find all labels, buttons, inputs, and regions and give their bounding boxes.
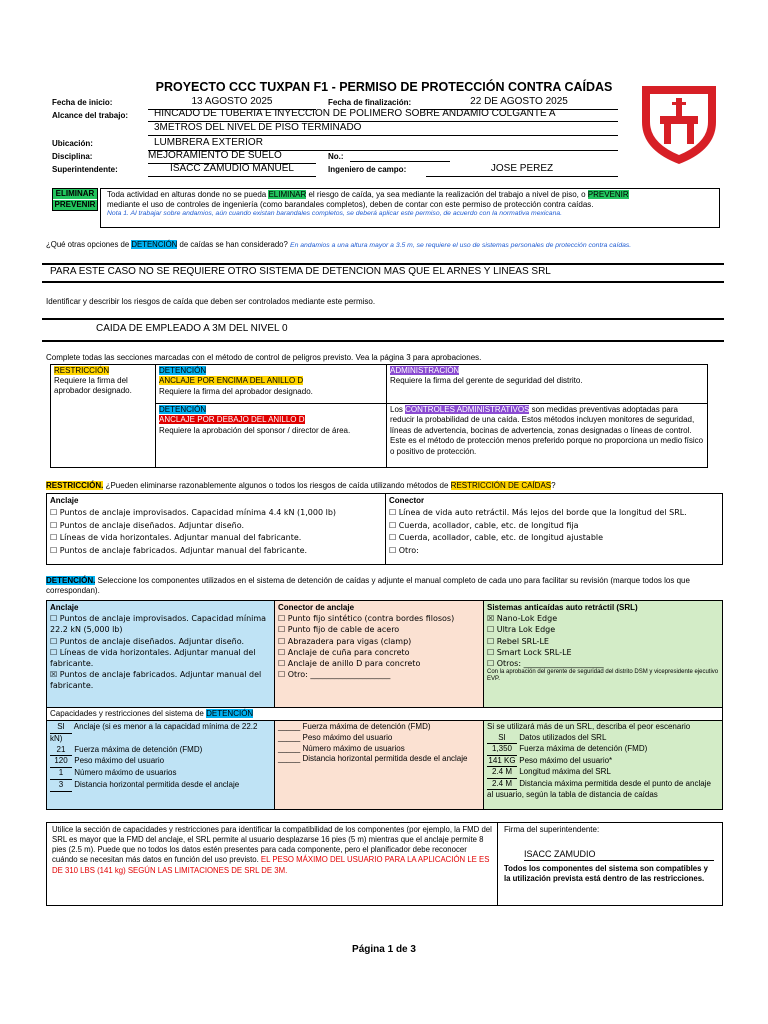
intro-note: Nota 1. Al trabajar sobre andamios, aún cuando existan barandales completos, se deberá aplicar este permiso, de acuerdo con la normativa mexicana. — [107, 210, 563, 217]
adm-text: Requiere la firma del gerente de seguridad del distrito. — [390, 376, 583, 386]
checkbox-option[interactable]: ☐ Puntos de anclaje improvisados. Capacidad mínima 22.2 kN (5,000 lb) — [50, 614, 267, 635]
cap-value[interactable]: 21 — [50, 745, 72, 757]
capacidades-col1 — [46, 720, 275, 810]
detencion-above-cell — [155, 364, 387, 404]
detencion-conector-title: Conector de anclaje — [278, 603, 355, 612]
prevenir-badge: PREVENIR — [54, 200, 96, 209]
restriccion-q-a: ¿Pueden eliminarse razonablemente algunos o todos los riesgos de caída utilizando métodos de — [103, 481, 451, 490]
firma-cell — [497, 822, 723, 906]
cap-value[interactable]: 2.4 M — [487, 767, 517, 779]
checkbox-option[interactable]: ☐ Líneas de vida horizontales. Adjuntar manual del fabricante. — [50, 533, 302, 543]
restriccion-title: RESTRICCIÓN — [54, 366, 110, 375]
restriccion-text: Requiere la firma del aprobador designado. — [54, 376, 132, 396]
company-logo — [638, 80, 720, 166]
checkbox-option[interactable]: ☐ Puntos de anclaje fabricados. Adjuntar manual del fabricante. — [50, 545, 308, 555]
eliminar-badge: ELIMINAR — [53, 189, 97, 199]
checkbox-option[interactable]: ☐ Punto fijo de cable de acero — [278, 625, 400, 635]
capacidades-col2 — [274, 720, 484, 810]
det2-sub: ANCLAJE POR DEBAJO DEL ANILLO D — [159, 415, 305, 425]
intro-text-a: Toda actividad en alturas donde no se pueda — [107, 190, 269, 199]
cap-value[interactable]: 141 KG — [487, 756, 517, 768]
divider — [42, 281, 724, 283]
disciplina-label: Disciplina: — [52, 152, 93, 161]
fecha-inicio-label: Fecha de inicio: — [52, 98, 113, 107]
intro-labels — [52, 188, 98, 211]
ingeniero-value: JOSE PEREZ — [426, 163, 618, 177]
ubicacion-value: LUMBRERA EXTERIOR — [148, 137, 618, 151]
restriccion-anclaje-cell — [46, 493, 386, 565]
adm2-a: Los — [390, 405, 406, 414]
detencion-question-b: de caídas se han considerado? — [177, 240, 288, 249]
intro-text-b: el riesgo de caída, ya sea mediante la realización del trabajo a nivel de piso, o — [306, 190, 588, 199]
alcance-value-1: HINCADO DE TUBERIA E INYECCION DE POLIMERO SOBRE ANDAMIO COLGANTE A — [148, 108, 618, 122]
ubicacion-label: Ubicación: — [52, 139, 93, 148]
page-title: PROYECTO CCC TUXPAN F1 - PERMISO DE PROTECCIÓN CONTRA CAÍDAS — [155, 80, 613, 94]
restriccion-cell — [50, 364, 156, 468]
detencion-anclaje-title: Anclaje — [50, 603, 79, 612]
checkbox-option[interactable]: ☐ Líneas de vida horizontales. Adjuntar manual del fabricante. — [50, 647, 256, 668]
checkbox-option[interactable]: ☐ Anclaje de cuña para concreto — [278, 647, 410, 657]
cap-value[interactable]: _____ — [278, 754, 301, 764]
divider — [42, 263, 724, 265]
detencion-question-note: En andamios a una altura mayor a 3.5 m, se requiere el uso de sistemas personales de protección contra caídas. — [290, 242, 632, 249]
cap-label: Número máximo de usuarios — [74, 768, 177, 778]
checkbox-option[interactable]: ☐ Otro: — [389, 545, 419, 555]
intro-prevenir-hl: PREVENIR — [587, 190, 629, 199]
adm2-b: son medidas preventivas adoptadas para reducir la probabilidad de una caída. Estos métodos incluyen monitores de seguridad, líneas de advertencia, bocinas de advertencia, zonas designadas o líneas de control. Este es el método de protección menos preferido porque no proporciona un medio físico o positivo de protección. — [390, 405, 704, 456]
cap-label: Distancia máxima permitida desde el punto de anclaje al usuario, según la tabla de distancia de caídas — [487, 778, 711, 800]
firma-name[interactable]: ISACC ZAMUDIO — [524, 849, 714, 861]
detencion-answer: PARA ESTE CASO NO SE REQUIERE OTRO SISTEMA DE DETENCION MAS QUE EL ARNES Y LINEAS SRL — [50, 266, 551, 277]
restriccion-conector-title: Conector — [389, 496, 425, 505]
peso-maximo-warning: EL PESO MÁXIMO DEL USUARIO PARA LA APLICACIÓN LE ES DE 310 LBS (141 kg) SEGÚN LAS LIMITACIONES DE SRL DE 3M. — [52, 855, 490, 875]
riesgos-question: Identificar y describir los riesgos de caída que deben ser controlados mediante este permiso. — [46, 297, 376, 306]
restriccion-q-hl: RESTRICCIÓN. — [46, 481, 104, 490]
restriccion-q-b: ? — [551, 481, 556, 490]
page-number: Página 1 de 3 — [352, 944, 416, 955]
capacidades-header-hl: DETENCIÓN — [206, 709, 254, 718]
fecha-fin-value: 22 DE AGOSTO 2025 — [420, 96, 618, 110]
adm-title: ADMINISTRACIÓN — [390, 366, 460, 375]
cap-value[interactable]: 3 — [50, 780, 72, 792]
checkbox-option[interactable]: ☐ Smart Lock SRL-LE — [487, 647, 572, 657]
checkbox-option-checked[interactable]: ☒ Puntos de anclaje fabricados. Adjuntar manual del fabricante. — [50, 670, 262, 691]
detencion-question-a: ¿Qué otras opciones de — [46, 240, 132, 249]
cap-value[interactable]: 120 — [50, 756, 72, 768]
cap-label: Fuerza máxima de detención (FMD) — [519, 744, 648, 754]
checkbox-option[interactable]: ☐ Otro: ____________________ — [278, 670, 391, 680]
divider — [42, 318, 724, 320]
checkbox-option[interactable]: ☐ Abrazadera para vigas (clamp) — [278, 636, 412, 646]
detencion-q-text: Seleccione los componentes utilizados en el sistema de detención de caídas y adjunte el manual completo de cada uno para facilitar su revisión (marque todos los que correspondan). — [46, 576, 690, 595]
fecha-fin-label: Fecha de finalización: — [328, 98, 412, 107]
checkbox-option-checked[interactable]: ☒ Nano-Lok Edge — [487, 614, 558, 624]
cap-label: Número máximo de usuarios — [302, 743, 405, 753]
col3-head: Si se utilizará más de un SRL, describa el peor escenario — [487, 722, 691, 731]
ingeniero-label: Ingeniero de campo: — [328, 165, 407, 174]
capacidades-header-a: Capacidades y restricciones del sistema de — [50, 709, 207, 718]
compatibilidad-note — [46, 822, 498, 906]
cap-value[interactable]: _____ — [278, 722, 301, 731]
checkbox-option[interactable]: ☐ Puntos de anclaje improvisados. Capacidad mínima 4.4 kN (1,000 lb) — [50, 508, 337, 518]
srl-note: Con la aprobación del gerente de seguridad del distrito DSM y vicepresidente ejecutivo EVP. — [487, 669, 719, 683]
cap-label: Anclaje (si es menor a la capacidad mínima de 22.2 kN) — [50, 722, 258, 743]
cap-value[interactable]: 2.4 M — [487, 779, 517, 791]
cap-label: Distancia horizontal permitida desde el anclaje — [74, 779, 240, 789]
det2-title: DETENCIÓN — [159, 405, 207, 414]
checkbox-option[interactable]: ☐ Puntos de anclaje diseñados. Adjuntar diseño. — [50, 520, 244, 530]
det2-text: Requiere la aprobación del sponsor / director de área. — [159, 425, 351, 435]
detencion-conector-cell — [274, 600, 484, 708]
intro-eliminar-hl: ELIMINAR — [268, 190, 307, 199]
fecha-inicio-value: 13 AGOSTO 2025 — [148, 96, 316, 110]
cap-label: Peso máximo del usuario — [74, 756, 165, 766]
checkbox-option[interactable]: ☐ Rebel SRL-LE — [487, 636, 549, 646]
checkbox-option[interactable]: ☐ Punto fijo sintético (contra bordes filosos) — [278, 614, 455, 624]
cap-value[interactable]: _____ — [278, 732, 301, 742]
methods-intro: Complete todas las secciones marcadas con el método de control de peligros previsto. Vea la página 3 para aprobaciones. — [46, 353, 482, 362]
detencion-srl-title: Sistemas anticaídas auto retráctil (SRL) — [487, 603, 638, 612]
no-value — [350, 150, 450, 162]
cap-label: Peso máximo del usuario — [302, 732, 393, 742]
detencion-question — [46, 240, 726, 250]
capacidades-col3 — [483, 720, 723, 810]
no-label: No.: — [328, 152, 344, 161]
det1-title: DETENCIÓN — [159, 366, 207, 375]
checkbox-option[interactable]: ☐ Cuerda, acollador, cable, etc. de longitud fija — [389, 520, 579, 530]
checkbox-option[interactable]: ☐ Ultra Lok Edge — [487, 625, 556, 635]
detencion-below-cell — [155, 403, 387, 468]
checkbox-option[interactable]: ☐ Cuerda, acollador, cable, etc. de longitud ajustable — [389, 533, 604, 543]
cap-value[interactable]: 1,350 — [487, 744, 517, 756]
cap-label: Longitud máxima del SRL — [519, 767, 611, 777]
checkbox-option[interactable]: ☐ Otros: ____________________ — [487, 658, 604, 668]
detencion-srl-cell — [483, 600, 723, 708]
alcance-label: Alcance del trabajo: — [52, 111, 129, 120]
det1-text: Requiere la firma del aprobador designado. — [159, 386, 313, 396]
restriccion-q-hl2: RESTRICCIÓN DE CAÍDAS — [450, 481, 552, 490]
detencion-q-hl: DETENCIÓN. — [46, 576, 96, 585]
cap-label: Peso máximo del usuario* — [519, 755, 613, 765]
firma-label: Firma del superintendente: — [504, 825, 600, 834]
detencion-anclaje-cell — [46, 600, 275, 708]
restriccion-question — [46, 481, 556, 491]
compatibilidad-statement: Todos los componentes del sistema son compatibles y la utilización prevista está dentro de las restricciones. — [504, 864, 708, 883]
compatibilidad-text: Utilice la sección de capacidades y restricciones para identificar la compatibilidad de los componentes (por ejemplo, la FMD del SRL es mayor que la FMD del anclaje, el SRL permite al usuario desplazarse 16 pies (5 m) mientras que el anclaje permite 8 pies (2.5 m). Puede que no todos los datos estén presentes para cada componente, pero el planificador debe reconocer cuándo se necesitan más datos en función del uso previsto. — [52, 825, 492, 865]
cap-label: Datos utilizados del SRL — [519, 732, 607, 742]
cap-value[interactable]: _____ — [278, 743, 301, 753]
checkbox-option[interactable]: ☐ Línea de vida auto retráctil. Más lejos del borde que la longitud del SRL. — [389, 508, 687, 518]
riesgos-answer: CAIDA DE EMPLEADO A 3M DEL NIVEL 0 — [96, 323, 288, 334]
superintendente-label: Superintendente: — [52, 165, 118, 174]
detencion-question-hl: DETENCIÓN — [131, 240, 178, 249]
alcance-value-2: 3METROS DEL NIVEL DE PISO TERMINADO — [148, 122, 618, 136]
divider — [42, 340, 724, 342]
checkbox-option[interactable]: ☐ Puntos de anclaje diseñados. Adjuntar diseño. — [50, 636, 244, 646]
cap-value[interactable]: SI — [487, 733, 517, 745]
checkbox-option[interactable]: ☐ Anclaje de anillo D para concreto — [278, 658, 421, 668]
restriccion-conector-cell — [385, 493, 723, 565]
restriccion-anclaje-title: Anclaje — [50, 496, 79, 505]
intro-text-box — [100, 188, 720, 228]
cap-value[interactable]: SI — [50, 722, 72, 734]
det1-sub: ANCLAJE POR ENCIMA DEL ANILLO D — [159, 376, 304, 386]
cap-label: Fuerza máxima de detención (FMD) — [302, 722, 431, 731]
cap-value[interactable]: 1 — [50, 768, 72, 780]
administracion-cell — [386, 364, 708, 404]
disciplina-value: MEJORAMIENTO DE SUELO — [148, 150, 316, 164]
superintendente-value: ISACC ZAMUDIO MANUEL — [148, 163, 316, 177]
administrativos-cell — [386, 403, 708, 468]
adm2-hl: CONTROLES ADMINISTRATIVOS — [405, 405, 530, 414]
intro-text-c: mediante el uso de controles de ingeniería (como barandales completos), deben de contar con este permiso de protección contra caídas. — [107, 200, 594, 209]
detencion-section-question — [46, 576, 726, 596]
capacidades-header — [46, 707, 723, 721]
cap-label: Distancia horizontal permitida desde el anclaje — [302, 754, 468, 764]
cap-label: Fuerza máxima de detención (FMD) — [74, 744, 203, 754]
